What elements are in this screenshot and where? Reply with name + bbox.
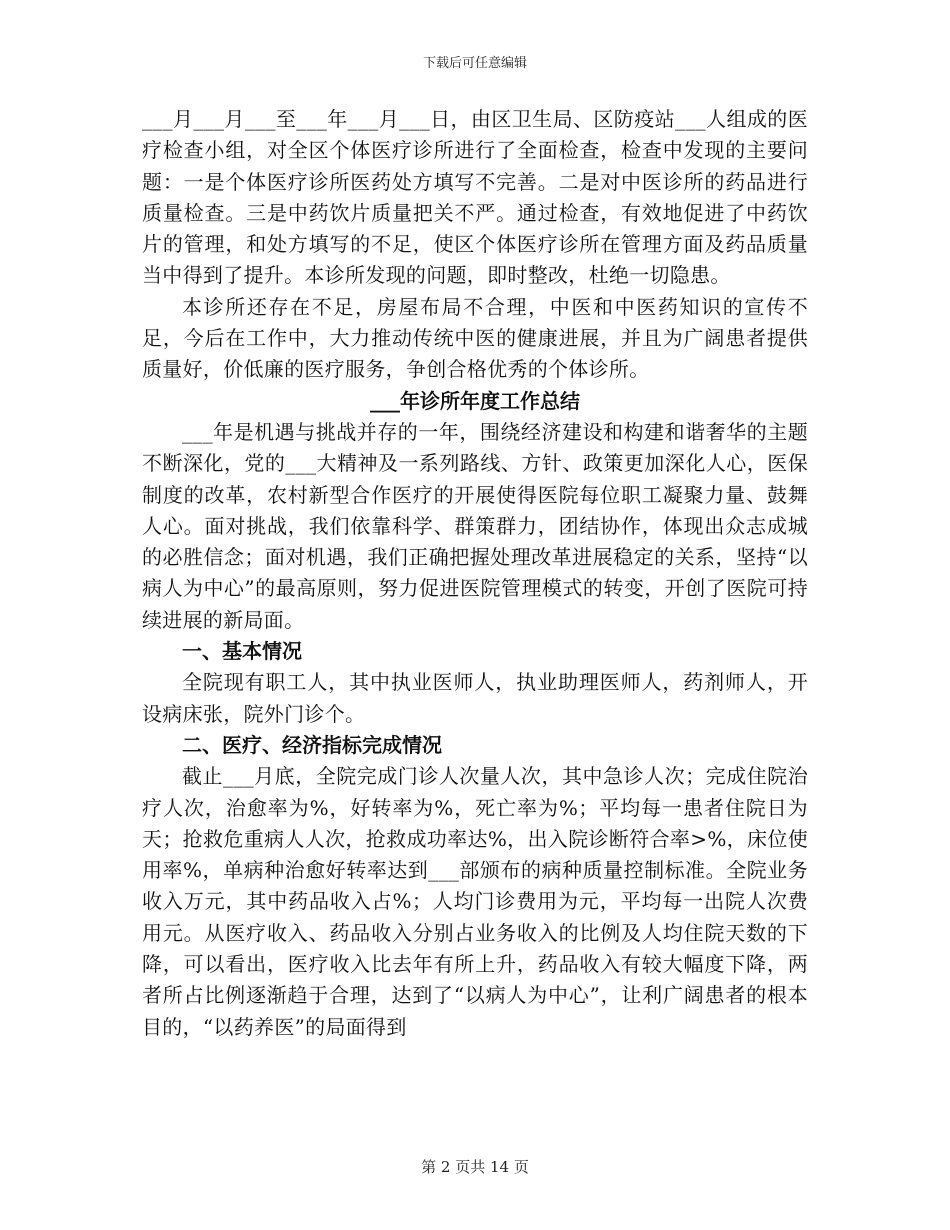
paragraph-shortcomings: 本诊所还存在不足，房屋布局不合理，中医和中医药知识的宣传不足，今后在工作中，大力推动传统中医的健康进展，并且为广阔患者提供质量好，价低廉的医疗服务，争创合格优秀的个体诊所。 <box>142 294 808 382</box>
paragraph-introduction: ___年是机遇与挑战并存的一年，围绕经济建设和构建和谐奢华的主题不断深化，党的___大精神及一系列路线、方针、政策更加深化人心，医保制度的改革，农村新型合作医疗的开展使得医院每位职工凝聚力量、鼓舞人心。面对挑战，我们依靠科学、群策群力，团结协作，体现出众志成城的必胜信念；面对机遇，我们正确把握处理改革进展稳定的关系，坚持“以病人为中心”的最高原则，努力促进医院管理模式的转变，开创了医院可持续进展的新局面。 <box>142 419 808 632</box>
section-heading-indicators: 二、医疗、经济指标完成情况 <box>182 732 442 757</box>
document-title: ___年诊所年度工作总结 <box>370 388 580 413</box>
document-body <box>142 104 808 1043</box>
section-heading-basic: 一、基本情况 <box>182 639 302 664</box>
page-header: 下载后可任意编辑 <box>422 56 527 71</box>
page-number: 第 2 页共 14 页 <box>421 1158 529 1176</box>
paragraph-indicators: 截止___月底，全院完成门诊人次量人次，其中急诊人次；完成住院治疗人次，治愈率为%，好转率为%，死亡率为%；平均每一患者住院日为天；抢救危重病人人次，抢救成功率达%，出入院诊断符合率>%，床位使用率%，单病种治愈好转率达到___部颁布的病种质量控制标准。全院业务收入万元，其中药品收入占%；人均门诊费用为元，平均每一出院人次费用元。从医疗收入、药品收入分别占业务收入的比例及人均住院天数的下降，可以看出，医疗收入比去年有所上升，药品收入有较大幅度下降，两者所占比例逐渐趋于合理，达到了“以病人为中心”，让利广阔患者的根本目的，“以药养医”的局面得到 <box>142 764 808 1039</box>
paragraph-inspection: ___月___月___至___年___月___日，由区卫生局、区防疫站___人组成的医疗检查小组，对全区个体医疗诊所进行了全面检查，检查中发现的主要问题：一是个体医疗诊所医药处方填写不完善。二是对中医诊所的药品进行质量检查。三是中药饮片质量把关不严。通过检查，有效地促进了中药饮片的管理，和处方填写的不足，使区个体医疗诊所在管理方面及药品质量当中得到了提升。本诊所发现的问题，即时整改，杜绝一切隐患。 <box>142 107 808 288</box>
paragraph-basic-info: 全院现有职工人，其中执业医师人，执业助理医师人，药剂师人，开设病床张，院外门诊个。 <box>142 670 808 726</box>
